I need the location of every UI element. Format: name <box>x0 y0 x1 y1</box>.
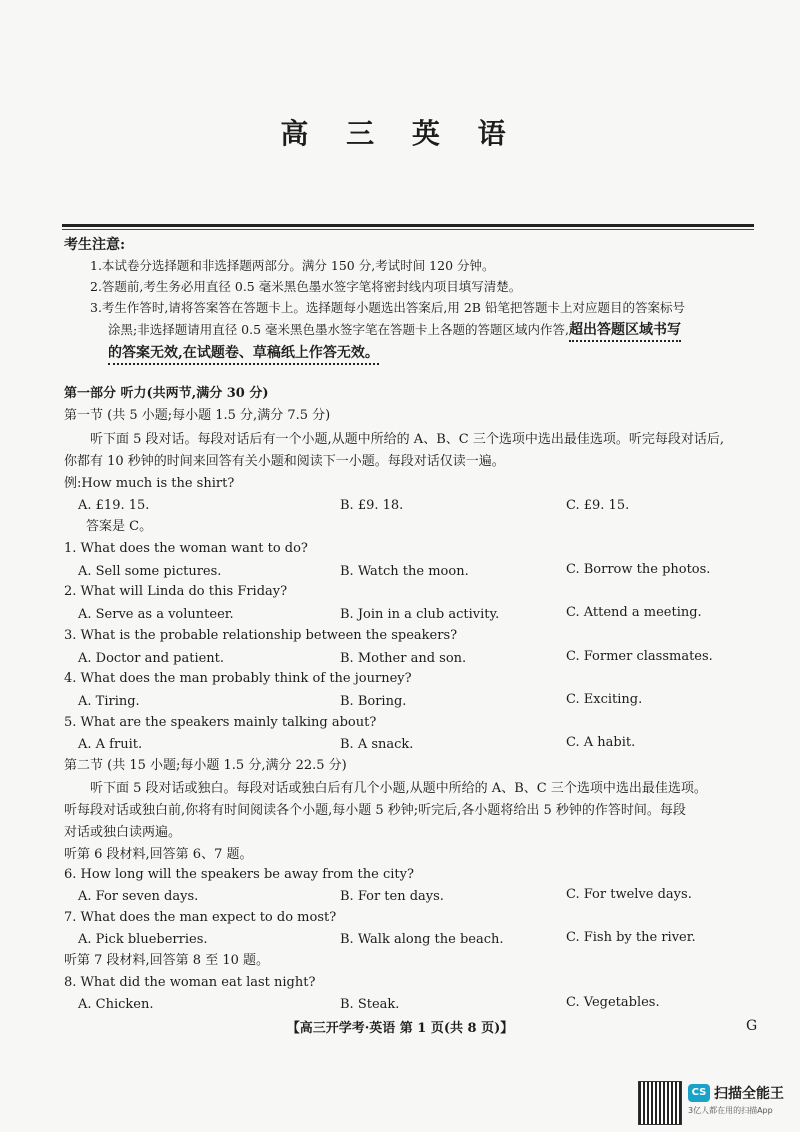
part1-heading: 第一部分 听力(共两节,满分 30 分) <box>64 386 269 401</box>
notice-item-3-text: 涂黑;非选择题请用直径 0.5 毫米黑色墨水签字笔在答题卡上各题的答题区域内作答, <box>108 322 570 337</box>
q3-option-b: B. Mother and son. <box>340 651 467 666</box>
section1-instructions-cont: 你都有 10 秒钟的时间来回答有关小题和阅读下一小题。每段对话仅读一遍。 <box>64 454 505 469</box>
notice-item-2: 2.答题前,考生务必用直径 0.5 毫米黑色墨水签字笔将密封线内项目填写清楚。 <box>90 279 522 294</box>
q7-option-a: A. Pick blueberries. <box>78 932 208 947</box>
section1-heading: 第一节 (共 5 小题;每小题 1.5 分,满分 7.5 分) <box>64 408 331 423</box>
q6-option-c: C. For twelve days. <box>566 887 692 902</box>
page-footer: 【高三开学考·英语 第 1 页(共 8 页)】 <box>286 1021 514 1036</box>
question-5: 5. What are the speakers mainly talking about? <box>64 715 377 730</box>
section2-heading: 第二节 (共 15 小题;每小题 1.5 分,满分 22.5 分) <box>64 758 347 773</box>
example-option-b: B. £9. 18. <box>340 498 404 513</box>
header-divider-thin <box>62 229 754 230</box>
notice-emphasis-end: 的答案无效,在试题卷、草稿纸上作答无效。 <box>108 345 379 365</box>
material-7-note: 听第 7 段材料,回答第 8 至 10 题。 <box>64 953 270 968</box>
section2-instructions: 听下面 5 段对话或独白。每段对话或独白后有几个小题,从题中所给的 A、B、C 三个选项中选出最佳选项。 <box>90 781 707 796</box>
notice-emphasis: 超出答题区域书写 <box>569 322 681 342</box>
example-answer: 答案是 C。 <box>86 519 153 534</box>
section2-instructions-cont: 听每段对话或独白前,你将有时间阅读各个小题,每小题 5 秒钟;听完后,各小题将给出 5 秒钟的作答时间。每段 <box>64 803 686 818</box>
q1-option-c: C. Borrow the photos. <box>566 562 711 577</box>
question-4: 4. What does the man probably think of the journey? <box>64 671 412 686</box>
q8-option-a: A. Chicken. <box>78 997 154 1012</box>
camscanner-logo-icon: CS <box>688 1084 710 1102</box>
notice-item-1: 1.本试卷分选择题和非选择题两部分。满分 150 分,考试时间 120 分钟。 <box>90 258 495 273</box>
scanner-tagline: 3亿人都在用的扫描App <box>688 1106 773 1115</box>
question-1: 1. What does the woman want to do? <box>64 541 308 556</box>
question-8: 8. What did the woman eat last night? <box>64 975 316 990</box>
scanner-app-name: 扫描全能王 <box>714 1086 784 1102</box>
question-6: 6. How long will the speakers be away from the city? <box>64 867 414 882</box>
q7-option-c: C. Fish by the river. <box>566 930 696 945</box>
q5-option-a: A. A fruit. <box>78 737 143 752</box>
q6-option-a: A. For seven days. <box>78 889 199 904</box>
q6-option-b: B. For ten days. <box>340 889 444 904</box>
q5-option-c: C. A habit. <box>566 735 636 750</box>
notice-item-3-end <box>108 343 379 363</box>
notice-item-3: 3.考生作答时,请将答案答在答题卡上。选择题每小题选出答案后,用 2B 铅笔把答题卡上对应题目的答案标号 <box>90 300 685 315</box>
section1-instructions: 听下面 5 段对话。每段对话后有一个小题,从题中所给的 A、B、C 三个选项中选出最佳选项。听完每段对话后, <box>90 432 724 447</box>
q8-option-c: C. Vegetables. <box>566 995 660 1010</box>
question-2: 2. What will Linda do this Friday? <box>64 584 288 599</box>
q4-option-c: C. Exciting. <box>566 692 643 707</box>
notice-heading: 考生注意: <box>64 237 126 253</box>
q3-option-c: C. Former classmates. <box>566 649 713 664</box>
q1-option-a: A. Sell some pictures. <box>78 564 222 579</box>
header-divider <box>62 224 754 227</box>
q2-option-c: C. Attend a meeting. <box>566 605 702 620</box>
example-option-a: A. £19. 15. <box>78 498 150 513</box>
q7-option-b: B. Walk along the beach. <box>340 932 504 947</box>
q2-option-b: B. Join in a club activity. <box>340 607 500 622</box>
material-6-note: 听第 6 段材料,回答第 6、7 题。 <box>64 847 253 862</box>
q1-option-b: B. Watch the moon. <box>340 564 469 579</box>
qr-code-icon <box>638 1081 682 1125</box>
notice-item-3-cont <box>108 320 681 340</box>
page-title: 高 三 英 语 <box>280 117 520 150</box>
example-option-c: C. £9. 15. <box>566 498 630 513</box>
q3-option-a: A. Doctor and patient. <box>78 651 225 666</box>
q4-option-a: A. Tiring. <box>78 694 140 709</box>
paper-code: G <box>746 1018 758 1034</box>
q2-option-a: A. Serve as a volunteer. <box>78 607 234 622</box>
q8-option-b: B. Steak. <box>340 997 400 1012</box>
section2-instructions-end: 对话或独白读两遍。 <box>64 825 182 840</box>
q5-option-b: B. A snack. <box>340 737 414 752</box>
example-question: 例:How much is the shirt? <box>64 476 235 491</box>
q4-option-b: B. Boring. <box>340 694 407 709</box>
question-7: 7. What does the man expect to do most? <box>64 910 337 925</box>
question-3: 3. What is the probable relationship between the speakers? <box>64 628 458 643</box>
